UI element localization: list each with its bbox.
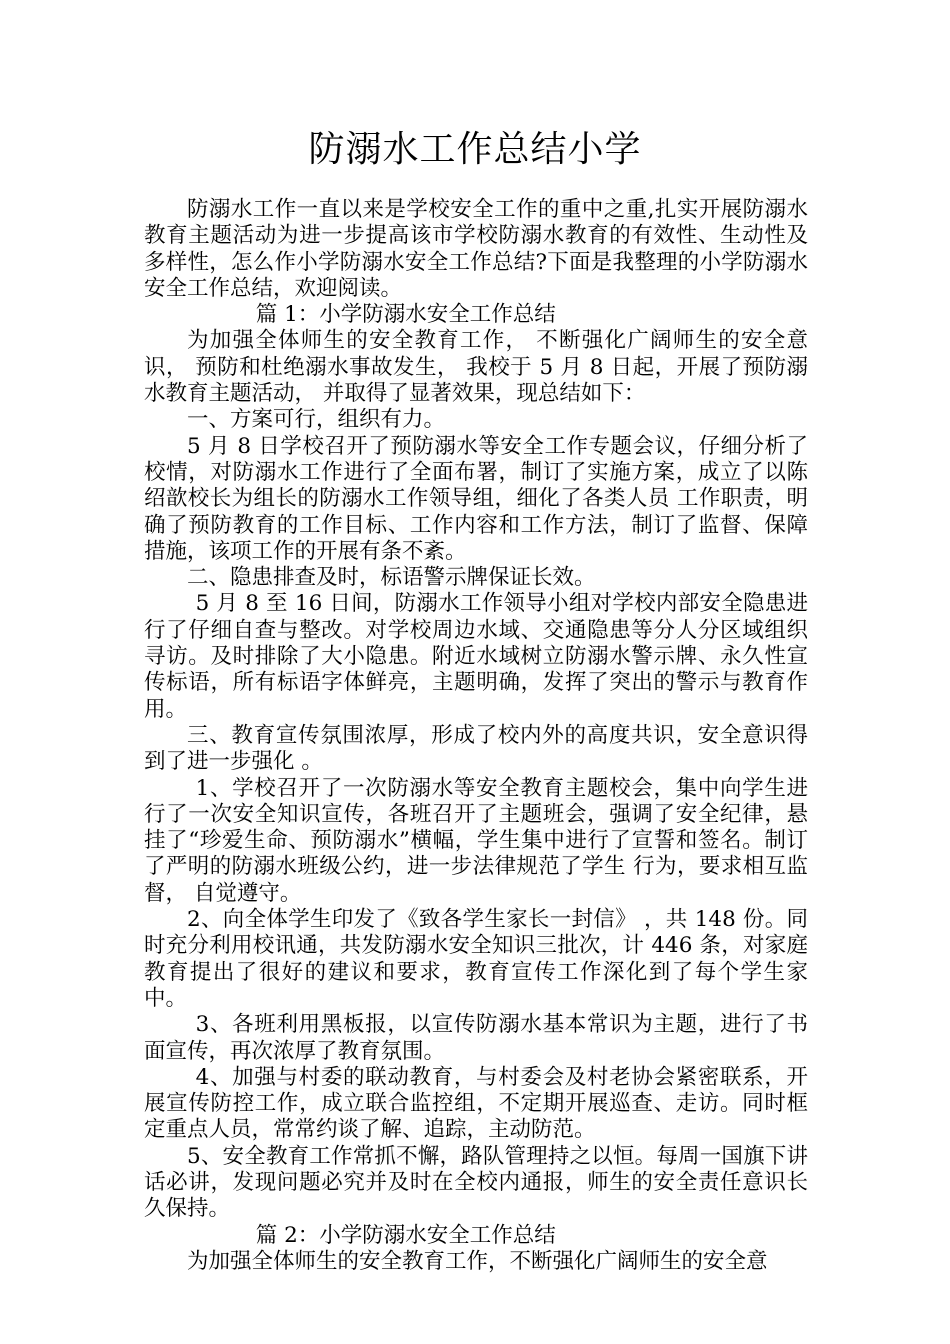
body-paragraph: 1、学校召开了一次防溺水等安全教育主题校会，集中向学生进行了一次安全知识宣传，各班召开了主题班会，强调了安全纪律，悬挂了“珍爱生命、预防溺水”横幅，学生集中进行了宣誓和签名。制订了严明的防溺水班级公约，进一步法律规范了学生 行为，要求相互监督， 自觉遵守。 — [144, 775, 808, 906]
body-paragraph: 防溺水工作一直以来是学校安全工作的重中之重,扎实开展防溺水教育主题活动为进一步提高该市学校防溺水教育的有效性、生动性及多样性，怎么作小学防溺水安全工作总结?下面是我整理的小学防溺水安全工作总结，欢迎阅读。 — [144, 197, 808, 301]
body-paragraph: 5 月 8 至 16 日间，防溺水工作领导小组对学校内部安全隐患进行了仔细自查与整改。对学校周边水域、交通隐患等分人分区域组织寻访。及时排除了大小隐患。附近水域树立防溺水警示牌、永久性宣传标语，所有标语字体鲜亮，主题明确，发挥了突出的警示与教育作用。 — [144, 591, 808, 722]
document-body — [144, 197, 808, 1275]
body-paragraph: 3、各班利用黑板报，以宣传防溺水基本常识为主题，进行了书面宣传，再次浓厚了教育氛围。 — [144, 1012, 808, 1064]
body-paragraph: 4、加强与村委的联动教育，与村委会及村老协会紧密联系，开展宣传防控工作，成立联合监控组，不定期开展巡查、走访。同时框定重点人员，常常约谈了解、追踪，主动防范。 — [144, 1064, 808, 1143]
document-title: 防溺水工作总结小学 — [308, 129, 642, 170]
section-heading: 篇 1：小学防溺水安全工作总结 — [255, 302, 556, 328]
body-paragraph: 2、向全体学生印发了《致各学生家长一封信》 ，共 148 份。同时充分利用校讯通，共发防溺水安全知识三批次，计 446 条，对家庭教育提出了很好的建议和要求，教育宣传工作深化到了每个学生家中。 — [144, 907, 808, 1011]
body-paragraph: 三、教育宣传氛围浓厚，形成了校内外的高度共识，安全意识得到了进一步强化 。 — [144, 722, 808, 775]
body-paragraph: 二、隐患排查及时，标语警示牌保证长效。 — [187, 565, 596, 591]
body-paragraph: 5、安全教育工作常抓不懈，路队管理持之以恒。每周一国旗下讲话必讲，发现问题必究并及时在全校内通报，师生的安全责任意识长久保持。 — [144, 1143, 808, 1222]
body-paragraph: 一、方案可行，组织有力。 — [187, 407, 446, 433]
body-paragraph: 为加强全体师生的安全教育工作，不断强化广阔师生的安全意 — [187, 1248, 768, 1274]
body-paragraph: 5 月 8 日学校召开了预防溺水等安全工作专题会议，仔细分析了校情，对防溺水工作进行了全面布署，制订了实施方案，成立了以陈绍歆校长为组长的防溺水工作领导组，细化了各类人员 工作职责，明确了预防教育的工作目标、工作内容和工作方法，制订了监督、保障措施，该项工作的开展有条不紊。 — [144, 433, 808, 564]
body-paragraph: 为加强全体师生的安全教育工作， 不断强化广阔师生的安全意识， 预防和杜绝溺水事故发生， 我校于 5 月 8 日起，开展了预防溺水教育主题活动， 并取得了显著效果，现总结如下： — [144, 328, 808, 407]
section-heading: 篇 2：小学防溺水安全工作总结 — [255, 1222, 556, 1248]
